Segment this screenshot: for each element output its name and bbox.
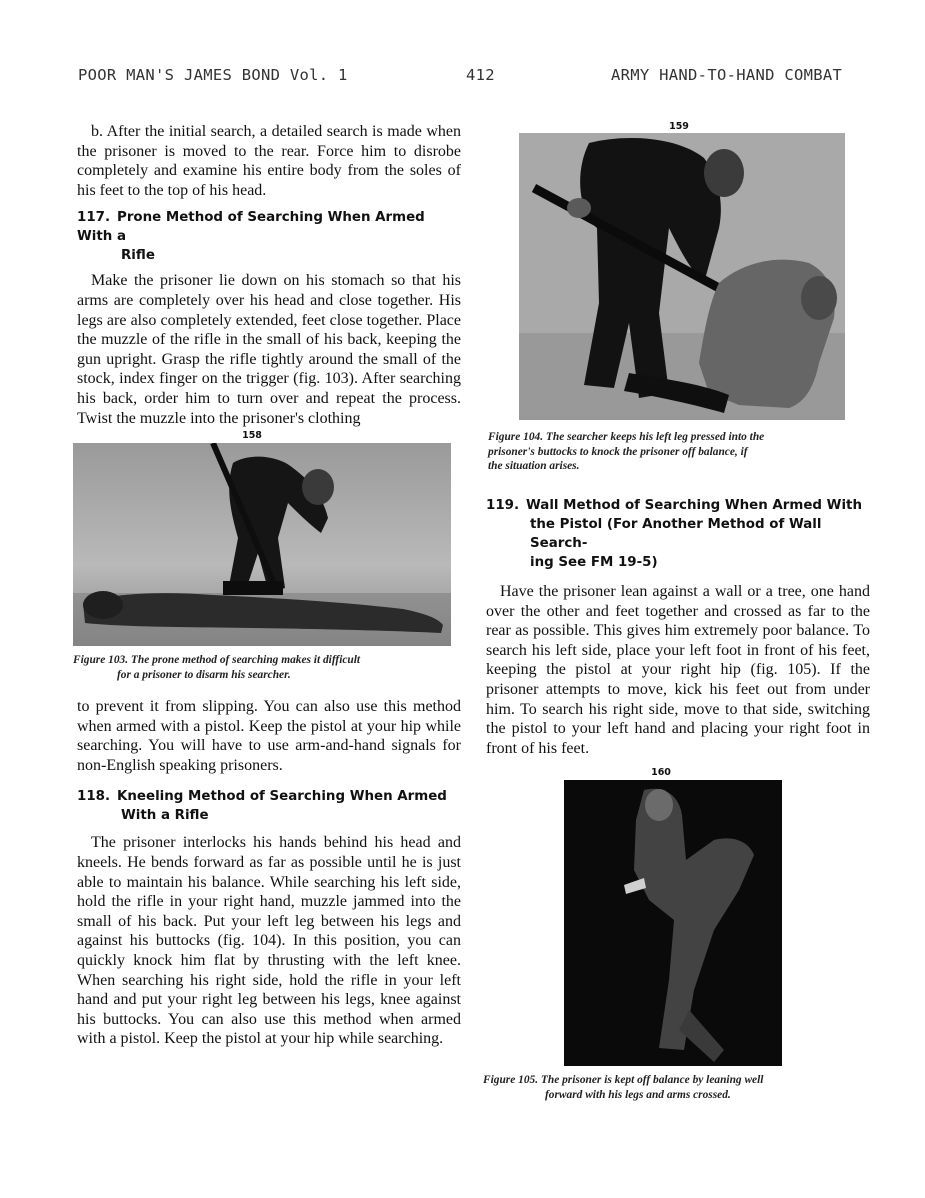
paragraph-b: b. After the initial search, a detailed search is made when the prisoner is moved to the rear. Force him to disrobe completely and examine his entire body from the soles of his feet to the top of his head. <box>77 123 461 199</box>
figure-105-photo <box>564 780 782 1066</box>
section-title-line1: Prone Method of Searching When Armed With a <box>77 210 425 245</box>
prone-search-photo <box>73 443 451 646</box>
caption-line3: the situation arises. <box>488 460 580 472</box>
paragraph-117a: Make the prisoner lie down on his stomach so that his arms are completely over his head and close together. His legs are also completely extended, feet close together. Place the muzzle of the rifle in the small of his back, keeping the gun upright. Grasp the rifle tightly around the small of the stock, index finger on the trigger (fig. 103). After searching his back, order him to turn over and repeat the process. Twist the muzzle into the prisoner's clothing <box>77 272 461 427</box>
right-column-text <box>486 496 870 758</box>
section-title-line2: Rifle <box>121 248 155 264</box>
caption-line1: Figure 105. The prisoner is kept off balance by leaning well <box>483 1074 764 1086</box>
figure-103-photo <box>73 443 451 646</box>
section-title-line2: the Pistol (For Another Method of Wall Search- <box>530 517 822 551</box>
caption-line2: forward with his legs and arms crossed. <box>545 1088 731 1101</box>
paragraph-119: Have the prisoner lean against a wall or a tree, one hand over the other and feet together and crossed as far to the rear as possible. This gives him extremely poor balance. To search his left side, place your left foot in front of his feet, keeping the pistol at your right hip (fig. 105). If the prisoner attempts to move, kick his feet out from under him. To search his right side, move to that side, switching the pistol to your left hand and placing your right foot in front of his feet. <box>486 583 870 757</box>
left-column-bottom <box>77 697 461 1049</box>
section-number: 119. <box>486 498 520 513</box>
figure-105-plate-number: 160 <box>651 767 671 778</box>
figure-104-plate-number: 159 <box>669 121 689 132</box>
section-title-line1: Kneeling Method of Searching When Armed <box>117 789 447 805</box>
section-title-line2: With a Rifle <box>121 808 209 824</box>
section-number: 117. <box>77 210 111 226</box>
page-number: 412 <box>466 66 495 84</box>
figure-104-photo <box>519 133 845 420</box>
running-header-section: ARMY HAND-TO-HAND COMBAT <box>611 66 843 84</box>
left-column-top <box>77 122 461 428</box>
section-title-line1: Wall Method of Searching When Armed With <box>526 498 862 513</box>
paragraph-117b: to prevent it from slipping. You can also use this method when armed with a pistol. Keep the pistol at your hip while searching. You will have to use arm-and-hand signals for non-English speaking prisoners. <box>77 698 461 774</box>
section-117-heading <box>77 208 461 265</box>
kneeling-search-photo <box>519 133 845 420</box>
section-118-heading <box>77 787 461 825</box>
wall-search-photo <box>564 780 782 1066</box>
figure-105-caption <box>483 1073 873 1102</box>
figure-103-plate-number: 158 <box>242 430 262 441</box>
section-119-heading <box>486 496 870 572</box>
figure-103-caption <box>73 653 465 682</box>
section-number: 118. <box>77 789 111 805</box>
running-header-title: POOR MAN'S JAMES BOND Vol. 1 <box>78 66 348 84</box>
section-title-line3: ing See FM 19-5) <box>530 555 658 570</box>
caption-line1: Figure 103. The prone method of searching makes it difficult <box>73 654 361 666</box>
caption-line1: Figure 104. The searcher keeps his left leg pressed into the <box>488 431 765 443</box>
figure-104-caption <box>488 430 872 474</box>
caption-line2: prisoner's buttocks to knock the prisoner off balance, if <box>488 445 748 458</box>
paragraph-118: The prisoner interlocks his hands behind his head and kneels. He bends forward as far as possible until he is just able to maintain his balance. While searching his left side, hold the rifle in your right hand, muzzle jammed into the small of his back. Put your left leg between his legs and against his buttocks (fig. 104). In this position, you can quickly knock him flat by thrusting with the left knee. When searching his right side, hold the rifle in your left hand and put your right leg between his legs, knee against his buttocks. You can also use this method when armed with a pistol. Keep the pistol at your hip while searching. <box>77 834 461 1048</box>
caption-line2: for a prisoner to disarm his searcher. <box>117 668 291 681</box>
